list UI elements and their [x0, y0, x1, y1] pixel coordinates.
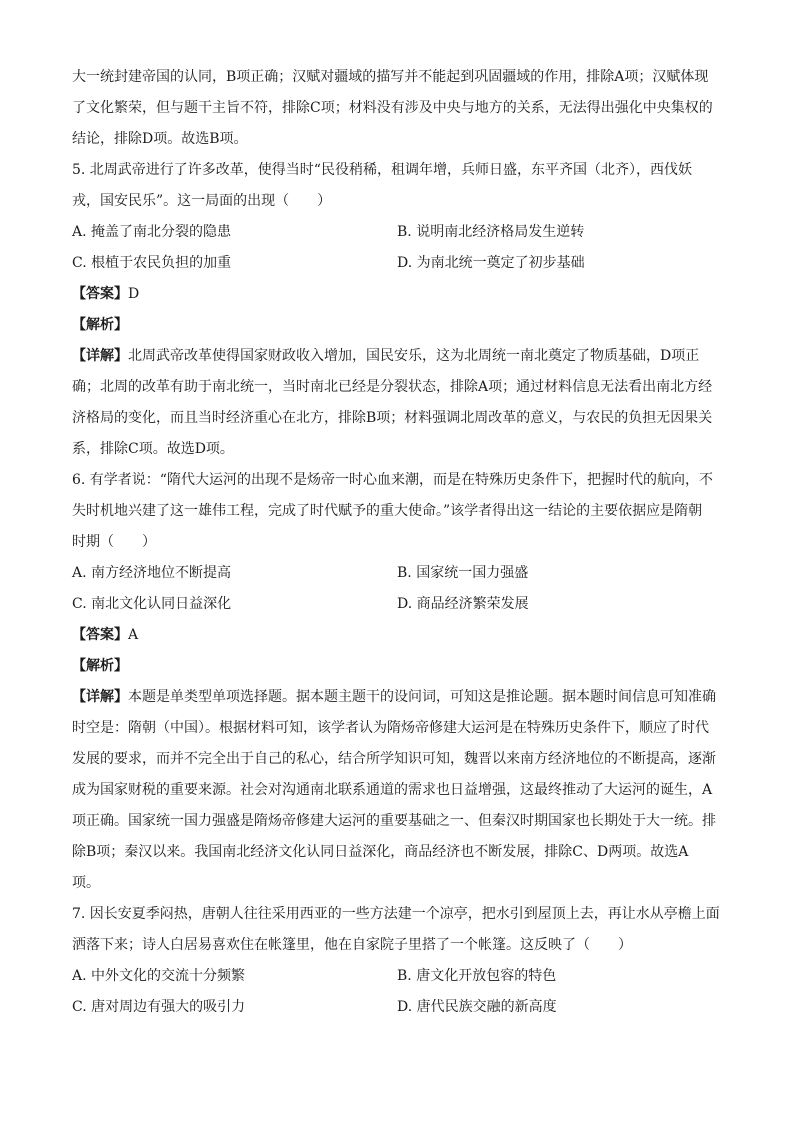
question-stem-line: 时期（ ） — [72, 534, 156, 550]
option-a: A. 掩盖了南北分裂的隐患 — [72, 224, 232, 240]
analysis-label: 【解析】 — [72, 317, 128, 333]
document-page — [72, 62, 732, 1023]
detail-line — [72, 682, 732, 713]
detail-text: 本题是单类型单项选择题。据本题主题干的设问词，可知这是推论题。据本题时间信息可知准确 — [128, 689, 716, 705]
question-5 — [72, 155, 732, 465]
options-row — [72, 992, 732, 1023]
answer-value: A — [128, 627, 139, 643]
option-b: B. 国家统一国力强盛 — [397, 565, 529, 581]
answer-line — [72, 620, 732, 651]
answer-value: D — [128, 286, 140, 302]
detail-label: 【详解】 — [72, 348, 128, 364]
detail-line — [72, 341, 732, 372]
option-c: C. 唐对周边有强大的吸引力 — [72, 999, 246, 1015]
answer-label: 【答案】 — [72, 286, 128, 302]
analysis-label: 【解析】 — [72, 658, 128, 674]
detail-text: 北周武帝改革使得国家财政收入增加，国民安乐，这为北周统一南北奠定了物质基础，D项正 — [128, 348, 700, 364]
text-line: 了文化繁荣，但与题干主旨不符，排除C项；材料没有涉及中央与地方的关系，无法得出强化中央集权的 — [72, 100, 713, 116]
option-d: D. 唐代民族交融的新高度 — [397, 999, 557, 1015]
answer-line — [72, 279, 732, 310]
detail-line: 时空是：隋朝（中国）。根据材料可知，该学者认为隋炀帝修建大运河是在特殊历史条件下，顺应了时代 — [72, 720, 709, 736]
options-row — [72, 558, 732, 589]
option-d: D. 为南北统一奠定了初步基础 — [397, 255, 585, 271]
detail-line: 除B项；秦汉以来。我国南北经济文化认同日益深化，商品经济也不断发展，排除C、D两项。故选A — [72, 844, 689, 860]
options-row — [72, 217, 732, 248]
text-line: 大一统封建帝国的认同，B项正确；汉赋对疆域的描写并不能起到巩固疆域的作用，排除A项；汉赋体现 — [72, 69, 709, 85]
question-stem-line: 5. 北周武帝进行了许多改革，使得当时“民役稍稀，租调年增，兵师日盛，东平齐国（北齐），西伐妖 — [72, 162, 692, 178]
question-stem-line: 7. 因长安夏季闷热，唐朝人往往采用西亚的一些方法建一个凉亭，把水引到屋顶上去，再让水从亭檐上面 — [72, 906, 720, 922]
options-row — [72, 589, 732, 620]
options-row — [72, 961, 732, 992]
question-stem-line: 6. 有学者说：“隋代大运河的出现不是炀帝一时心血来潮，而是在特殊历史条件下，把握时代的航向，不 — [72, 472, 713, 488]
detail-line: 项正确。国家统一国力强盛是隋炀帝修建大运河的重要基础之一、但秦汉时期国家也长期处于大一统。排 — [72, 813, 716, 829]
option-b: B. 说明南北经济格局发生逆转 — [397, 224, 585, 240]
question-7 — [72, 899, 732, 1023]
detail-line: 成为国家财税的重要来源。社会对沟通南北联系通道的需求也日益增强，这最终推动了大运河的诞生，A — [72, 782, 713, 798]
question-6 — [72, 465, 732, 899]
question-stem-line: 失时机地兴建了这一雄伟工程，完成了时代赋予的重大使命。”该学者得出这一结论的主要依据应是隋朝 — [72, 503, 703, 519]
text-line: 结论，排除D项。故选B项。 — [72, 131, 248, 147]
option-b: B. 唐文化开放包容的特色 — [397, 968, 557, 984]
detail-line: 系，排除C项。故选D项。 — [72, 441, 234, 457]
detail-label: 【详解】 — [72, 689, 128, 705]
option-d: D. 商品经济繁荣发展 — [397, 596, 529, 612]
question-stem-line: 戎，国安民乐”。这一局面的出现（ ） — [72, 193, 332, 209]
detail-line: 济格局的变化，而且当时经济重心在北方，排除B项；材料强调北周改革的意义，与农民的负担无因果关 — [72, 410, 713, 426]
previous-answer-continuation — [72, 62, 732, 155]
option-c: C. 南北文化认同日益深化 — [72, 596, 232, 612]
option-a: A. 南方经济地位不断提高 — [72, 565, 232, 581]
question-stem-line: 洒落下来；诗人白居易喜欢住在帐篷里，他在自家院子里搭了一个帐篷。这反映了（ ） — [72, 937, 632, 953]
options-row — [72, 248, 732, 279]
option-c: C. 根植于农民负担的加重 — [72, 255, 232, 271]
detail-line: 项。 — [72, 875, 100, 891]
detail-line: 确；北周的改革有助于南北统一，当时南北已经是分裂状态，排除A项；通过材料信息无法看出南北方经 — [72, 379, 713, 395]
option-a: A. 中外文化的交流十分频繁 — [72, 968, 246, 984]
detail-line: 发展的要求，而并不完全出于自己的私心，结合所学知识可知，魏晋以来南方经济地位的不断提高，逐渐 — [72, 751, 716, 767]
answer-label: 【答案】 — [72, 627, 128, 643]
